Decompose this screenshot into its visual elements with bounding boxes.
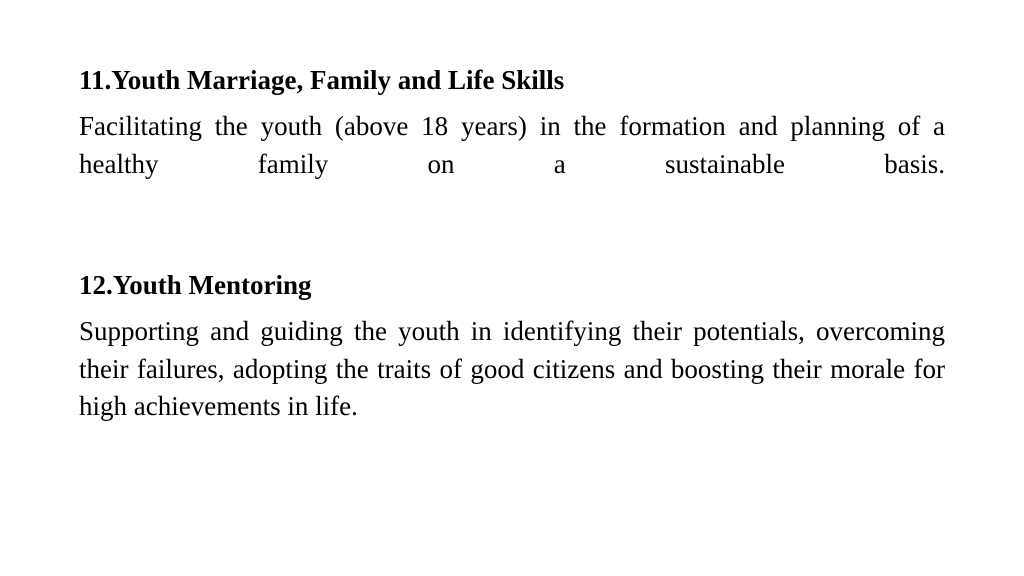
section-youth-mentoring	[79, 267, 945, 426]
section-heading: 11.Youth Marriage, Family and Life Skills	[79, 65, 565, 95]
section-body: Facilitating the youth (above 18 years) in the formation and planning of a healthy family on a sustainable basis.	[79, 111, 945, 179]
section-body: Supporting and guiding the youth in identifying their potentials, overcoming their failures, adopting the traits of good citizens and boosting their morale for high achievements in life.	[79, 316, 945, 421]
section-youth-marriage	[79, 62, 945, 183]
section-heading: 12.Youth Mentoring	[79, 270, 312, 300]
